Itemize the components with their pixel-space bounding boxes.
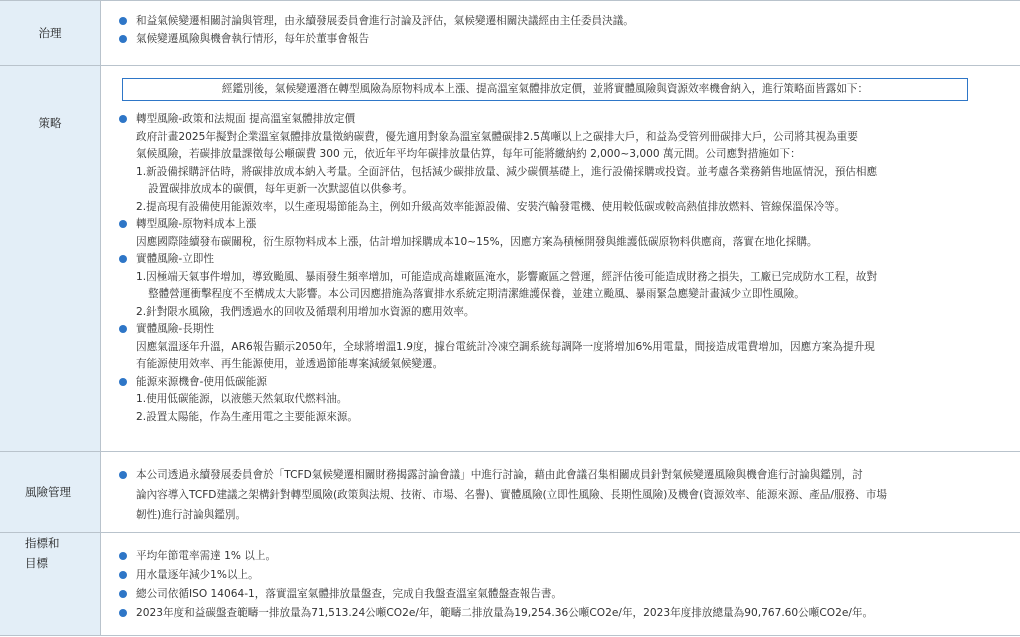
bullet-icon — [119, 471, 127, 479]
strategy-row — [0, 66, 1020, 452]
metrics-targets-heading — [0, 533, 101, 635]
list-item — [118, 251, 996, 321]
bullet-icon — [119, 325, 127, 333]
bullet-icon — [119, 552, 127, 560]
governance-heading: 治理 — [0, 1, 101, 65]
bullet-icon — [119, 220, 127, 228]
metrics-item-text: 用水量逐年減少1%以上。 — [136, 569, 259, 581]
strategy-item-line: 整體營運衝擊程度不至構成太大影響。本公司因應措施為落實排水系統定期清潔維護保養，並建立颱風、暴雨緊急應變計畫減少立即性風險。 — [148, 288, 805, 300]
strategy-summary-box: 經鑑別後，氣候變遷潛在轉型風險為原物料成本上漲、提高溫室氣體排放定價，並將實體風險與資源效率機會納入，進行策略面皆露如下： — [122, 78, 968, 101]
metrics-heading-line: 指標和 — [25, 536, 60, 550]
governance-content — [102, 1, 1020, 65]
risk-management-content — [102, 452, 1020, 532]
list-item — [118, 13, 996, 31]
metrics-item-text: 2023年度和益碳盤查範疇一排放量為71,513.24公噸CO2e/年，範疇二排放量為19,254.36公噸CO2e/年，2023年度排放總量為90,767.60公噸CO2e/年。 — [136, 607, 874, 619]
strategy-item-title: 轉型風險-原物料成本上漲 — [136, 218, 257, 230]
strategy-item-title: 實體風險-立即性 — [136, 253, 214, 265]
list-item — [118, 547, 996, 566]
governance-item-text: 和益氣候變遷相關討論與管理，由永續發展委員會進行討論及評估，氣候變遷相關決議經由主任委員決議。 — [136, 15, 634, 27]
bullet-icon — [119, 115, 127, 123]
strategy-item-title: 轉型風險-政策和法規面 提高溫室氣體排放定價 — [136, 113, 356, 125]
risk-line: 本公司透過永續發展委員會於「TCFD氣候變遷相關財務揭露討論會議」中進行討論，藉由此會議召集相關成員針對氣候變遷風險與機會進行討論與鑑別，討 — [136, 469, 863, 481]
strategy-item-line: 1.使用低碳能源，以液態天然氣取代燃料油。 — [136, 393, 348, 405]
list-item — [118, 566, 996, 585]
strategy-item-title: 實體風險-長期性 — [136, 323, 214, 335]
bullet-icon — [119, 590, 127, 598]
list-item — [118, 321, 996, 374]
metrics-item-text: 平均年節電率需達 1% 以上。 — [136, 550, 277, 562]
list-item — [118, 465, 996, 525]
list-item — [118, 585, 996, 604]
strategy-item-line: 1.因極端天氣事件增加，導致颱風、暴雨發生頻率增加，可能造成高雄廠區淹水，影響廠區之營運，經評估後可能造成財務之損失，工廠已完成防水工程，故對 — [136, 270, 878, 283]
strategy-item-line: 2.設置太陽能，作為生產用電之主要能源來源。 — [136, 410, 358, 423]
strategy-heading: 策略 — [0, 66, 101, 451]
strategy-item-title: 能源來源機會-使用低碳能源 — [136, 375, 267, 388]
strategy-item-line: 2.提高現有設備使用能源效率，以生產現場節能為主，例如升級高效率能源設備、安裝汽輪發電機、使用較低碳或較高熱值排放燃料、管線保溫保冷等。 — [136, 200, 846, 213]
bullet-icon — [119, 35, 127, 43]
metrics-targets-content — [102, 533, 1020, 635]
strategy-item-line: 政府計畫2025年擬對企業溫室氣體排放量徵納碳費，優先適用對象為溫室氣體碳排2.5萬噸以上之碳排大戶，和益為受管列冊碳排大戶，公司將其視為重要 — [136, 130, 858, 143]
bullet-icon — [119, 609, 127, 617]
risk-management-row — [0, 452, 1020, 533]
governance-row — [0, 0, 1020, 66]
risk-line: 韌性)進行討論與鑑別。 — [136, 509, 247, 521]
bullet-icon — [119, 571, 127, 579]
strategy-item-line: 設置碳排放成本的碳價，每年更新一次默認值以供參考。 — [148, 183, 413, 195]
metrics-heading-line: 目標 — [25, 556, 48, 570]
list-item — [118, 216, 996, 251]
list-item — [118, 374, 996, 427]
risk-line: 論內容導入TCFD建議之架構針對轉型風險(政策與法規、技術、市場、名譽)、實體風險(立即性風險、長期性風險)及機會(資源效率、能源來源、產品/服務、市場 — [136, 489, 887, 501]
metrics-targets-row — [0, 533, 1020, 636]
strategy-item-line: 氣候風險，若碳排放量課徵每公噸碳費 300 元，依近年平均年碳排放量估算，每年可能將繳納約 2,000~3,000 萬元間。公司應對措施如下： — [136, 148, 801, 160]
risk-management-heading: 風險管理 — [0, 452, 101, 532]
strategy-item-line: 1.新設備採購評估時，將碳排放成本納入考量。全面評估，包括減少碳排放量、減少碳價基礎上，進行設備採購或投資。並考慮各業務銷售地區情況，預估相應 — [136, 165, 878, 178]
strategy-item-line: 因應氣溫逐年升溫，AR6報告顯示2050年，全球將增溫1.9度，據台電統計冷凍空調系統每調降一度將增加6%用電量，間接造成電費增加，因應方案為提升現 — [136, 340, 875, 353]
strategy-content — [102, 66, 1020, 451]
metrics-item-text: 總公司依循ISO 14064-1，落實溫室氣體排放量盤查，完成自我盤查溫室氣體盤查報告書。 — [136, 588, 563, 600]
strategy-item-line: 因應國際陸續發布碳關稅，衍生原物料成本上漲，估計增加採購成本10~15%，因應方案為積極開發與維護低碳原物料供應商，落實在地化採購。 — [136, 235, 818, 248]
strategy-item-line: 2.針對限水風險，我們透過水的回收及循環利用增加水資源的應用效率。 — [136, 305, 475, 318]
strategy-item-line: 有能源使用效率、再生能源使用，並透過節能專案減緩氣候變遷。 — [136, 358, 444, 370]
bullet-icon — [119, 17, 127, 25]
bullet-icon — [119, 255, 127, 263]
governance-item-text: 氣候變遷風險與機會執行情形，每年於董事會報告 — [136, 32, 370, 45]
list-item — [118, 111, 996, 216]
list-item — [118, 604, 996, 623]
list-item — [118, 31, 996, 49]
bullet-icon — [119, 378, 127, 386]
